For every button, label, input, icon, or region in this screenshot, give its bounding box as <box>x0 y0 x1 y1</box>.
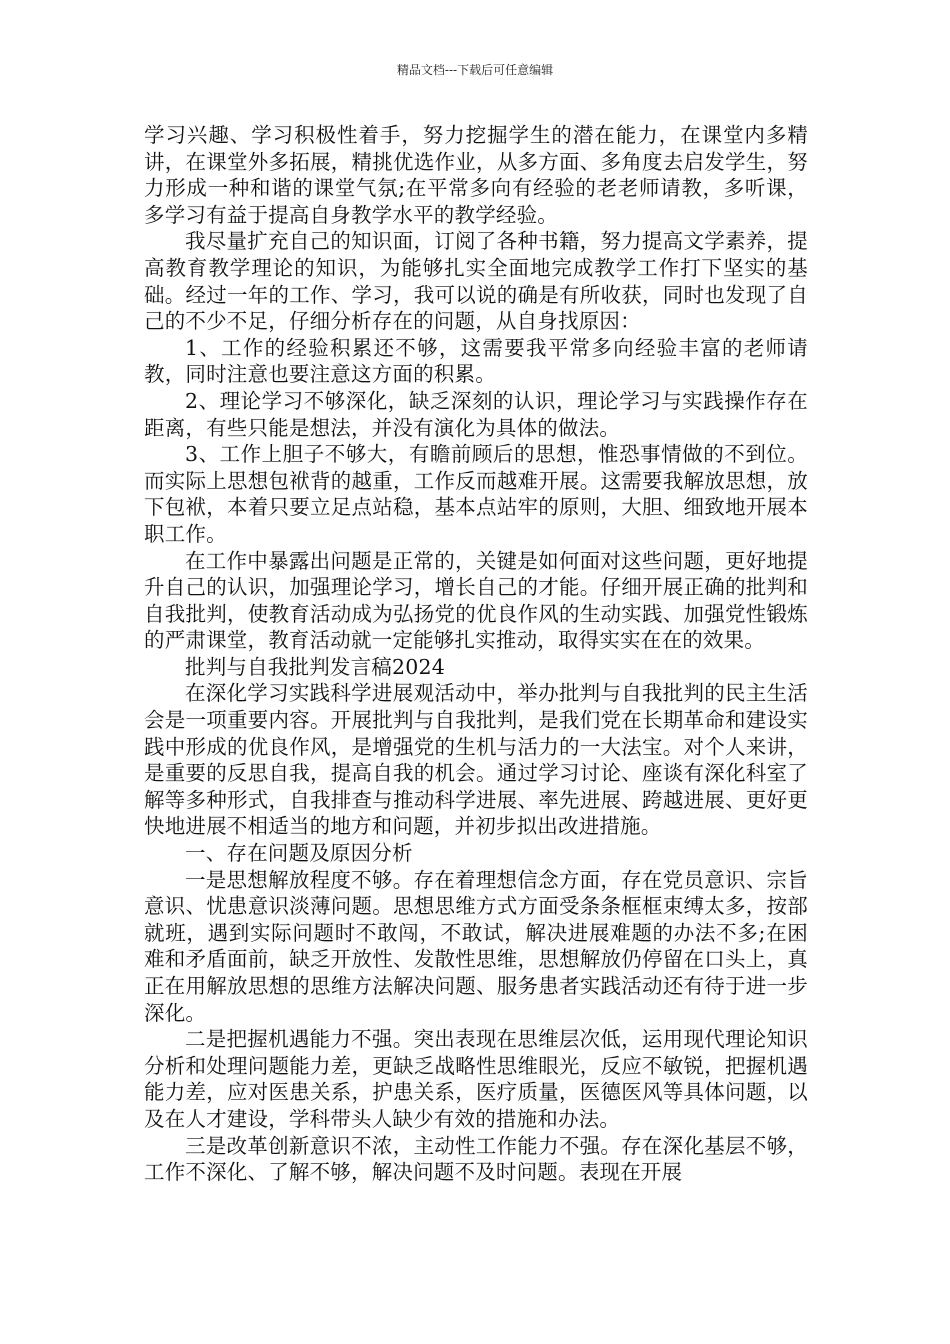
paragraph-problem-1: 一是思想解放程度不够。存在着理想信念方面，存在党员意识、宗旨意识、忧患意识淡薄问题。思想思维方式方面受条条框框束缚太多，按部就班，遇到实际问题时不敢闯，不敢试，解决进展难题的办法不多;在困难和矛盾面前，缺乏开放性、发散性思维，思想解放仍停留在口头上，真正在用解放思想的思维方法解决问题、服务患者实践活动还有待于进一步深化。 <box>144 867 808 1025</box>
section-heading: 一、存在问题及原因分析 <box>185 841 413 866</box>
paragraph-problem-2: 二是把握机遇能力不强。突出表现在思维层次低，运用现代理论知识分析和处理问题能力差，更缺乏战略性思维眼光，反应不敏锐，把握机遇能力差，应对医患关系，护患关系，医疗质量，医德医风等具体问题，以及在人才建设，学科带头人缺少有效的措施和办法。 <box>144 1027 808 1131</box>
page-header: 精品文档---下载后可任意编辑 <box>396 63 554 77</box>
paragraph-intro: 在深化学习实践科学进展观活动中，举办批判与自我批判的民主生活会是一项重要内容。开展批判与自我批判，是我们党在长期革命和建设实践中形成的优良作风，是增强党的生机与活力的一大法宝。对个人来讲，是重要的反思自我，提高自我的机会。通过学习讨论、座谈有深化科室了解等多种形式，自我排查与推动科学进展、率先进展、跨越进展、更好更快地进展不相适当的地方和问题，并初步拟出改进措施。 <box>144 681 808 839</box>
paragraph-problem-3: 三是改革创新意识不浓，主动性工作能力不强。存在深化基层不够，工作不深化、了解不够，解决问题不及时问题。表现在开展 <box>144 1133 808 1185</box>
paragraph-continuation: 学习兴趣、学习积极性着手，努力挖掘学生的潜在能力，在课堂内多精讲，在课堂外多拓展，精挑优选作业，从多方面、多角度去启发学生，努力形成一种和谐的课堂气氛;在平常多向有经验的老老师请教，多听课，多学习有益于提高自身教学水平的教学经验。 <box>144 123 808 227</box>
list-item-3: 3、工作上胆子不够大，有瞻前顾后的思想，惟恐事情做的不到位。而实际上思想包袱背的越重，工作反而越难开展。这需要我解放思想，放下包袱，本着只要立足点站稳，基本点站牢的原则，大胆、细致地开展本职工作。 <box>144 442 808 546</box>
list-item-2: 2、理论学习不够深化，缺乏深刻的认识，理论学习与实践操作存在距离，有些只能是想法，并没有演化为具体的做法。 <box>144 388 808 440</box>
paragraph-knowledge: 我尽量扩充自己的知识面，订阅了各种书籍，努力提高文学素养，提高教育教学理论的知识，为能够扎实全面地完成教学工作打下坚实的基础。经过一年的工作、学习，我可以说的确是有所收获，同时也发现了自己的不少不足，仔细分析存在的问题，从自身找原因： <box>144 229 808 334</box>
section-title: 批判与自我批判发言稿2024 <box>185 654 445 679</box>
list-item-1: 1、工作的经验积累还不够，这需要我平常多向经验丰富的老师请教，同时注意也要注意这方面的积累。 <box>144 335 808 387</box>
paragraph-conclusion: 在工作中暴露出问题是正常的，关键是如何面对这些问题，更好地提升自己的认识，加强理论学习，增长自己的才能。仔细开展正确的批判和自我批判，使教育活动成为弘扬党的优良作风的生动实践、加强党性锻炼的严肃课堂，教育活动就一定能够扎实推动，取得实实在在的效果。 <box>144 548 808 653</box>
document-body <box>144 122 808 1186</box>
